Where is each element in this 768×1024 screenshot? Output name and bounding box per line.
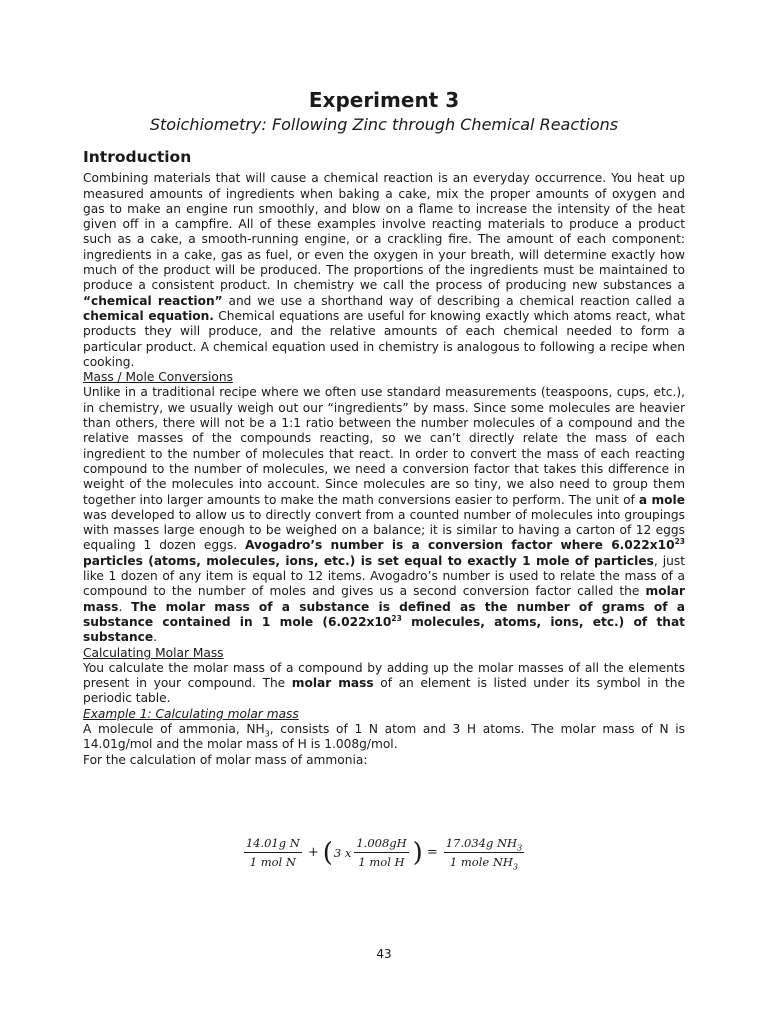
page-title: Experiment 3 [308, 88, 460, 112]
molar-mass-paragraph: You calculate the molar mass of a compound by adding up the molar masses of all the elements present in your compound. The molar mass of an element is listed under its symbol in the periodic table. [83, 660, 685, 706]
fraction-nitrogen: $\frac{\text{14.01g N}}{\text{1 mol N}}$ [245, 836, 300, 869]
close-paren: ) [412, 837, 423, 868]
page-subtitle: Stoichiometry: Following Zinc through Chemical Reactions [149, 115, 619, 134]
equals-sign: = [426, 845, 438, 860]
coefficient: 3 x [333, 845, 352, 860]
intro-heading: Introduction [83, 148, 192, 166]
molar-mass-heading: Calculating Molar Mass [83, 645, 224, 660]
document-body [83, 150, 685, 768]
open-paren: ( [322, 837, 333, 868]
mass-mole-paragraph: Unlike in a traditional recipe where we often use standard measurements (teaspoons, cups, etc.), in chemistry, we usually weigh out our “ingredients” by mass. Since some molecules are heavier than others, there will not be a 1:1 ratio between the number molecules of a compound and the relative masses of the compounds reacting, so we can’t directly relate the mass of each ingredient to the number of molecules that react. In order to convert the mass of each reacting compound to the number of molecules, we need a conversion factor that takes this difference in weight of the molecules into account. Since molecules are so tiny, we also need to group them together into larger amounts to make the math conversions easier to perform. The unit of a mole was developed to allow us to directly convert from a counted number of molecules into groupings with masses large enough to be weighed on a balance; it is similar to having a carton of 12 eggs equaling 1 dozen eggs. Avogadro’s number is a conversion factor where $6.022x10^{23}$ particles (atoms, molecules, ions, etc.) is set equal to exactly 1 mole of particles, just like 1 dozen of any item is equal to 12 items. Avogadro’s number is used to relate the mass of a compound to the number of moles and gives us a second conversion factor called the molar mass. The molar mass of a substance is defined as the number of grams of a substance contained in 1 mole ($6.022x10^{23}$ molecules, atoms, ions, etc.) of that substance. [83, 385, 686, 645]
mass-mole-heading: Mass / Mole Conversions [83, 370, 233, 385]
plus-sign: + [307, 845, 319, 860]
intro-paragraph: Combining materials that will cause a chemical reaction is an everyday occurrence. You heat up measured amounts of ingredients when baking a cake, mix the proper amounts of oxygen and gas to make an engine run smoothly, and blow on a flame to increase the intensity of the heat given off in a campfire. All of these examples involve reacting materials to produce a product such as a cake, a smooth-running engine, or a crackling fire. The amount of each component: ingredients in a cake, gas as fuel, or even the oxygen in your breath, will determine exactly how much of the product will be produced. The proportions of the ingredients must be maintained to produce a consistent product. In chemistry we call the process of producing new substances a “chemical reaction” and we use a shorthand way of describing a chemical reaction called a chemical equation. Chemical equations are useful for knowing exactly which atoms react, what products they will produce, and the relative amounts of each chemical needed to form a particular product. A chemical equation used in chemistry is analogous to following a recipe when cooking. [83, 171, 685, 369]
calculation-caption: For the calculation of molar mass of ammonia: [83, 752, 368, 767]
fraction-hydrogen: $\frac{1.008gH}{\text{1 mol H}}$ [356, 836, 407, 869]
example-paragraph: A molecule of ammonia, $NH_3$, consists of 1 N atom and 3 H atoms. The molar mass of N is 14.01g/mol and the molar mass of H is 1.008g/mol. [83, 721, 686, 752]
fraction-result: $\frac{17.034g NH_3}{1 mole NH_3}$ [445, 836, 523, 872]
example-heading: Example 1: Calculating molar mass [83, 706, 299, 721]
page-number: 43 [376, 947, 392, 961]
molar-mass-equation [0, 836, 768, 872]
